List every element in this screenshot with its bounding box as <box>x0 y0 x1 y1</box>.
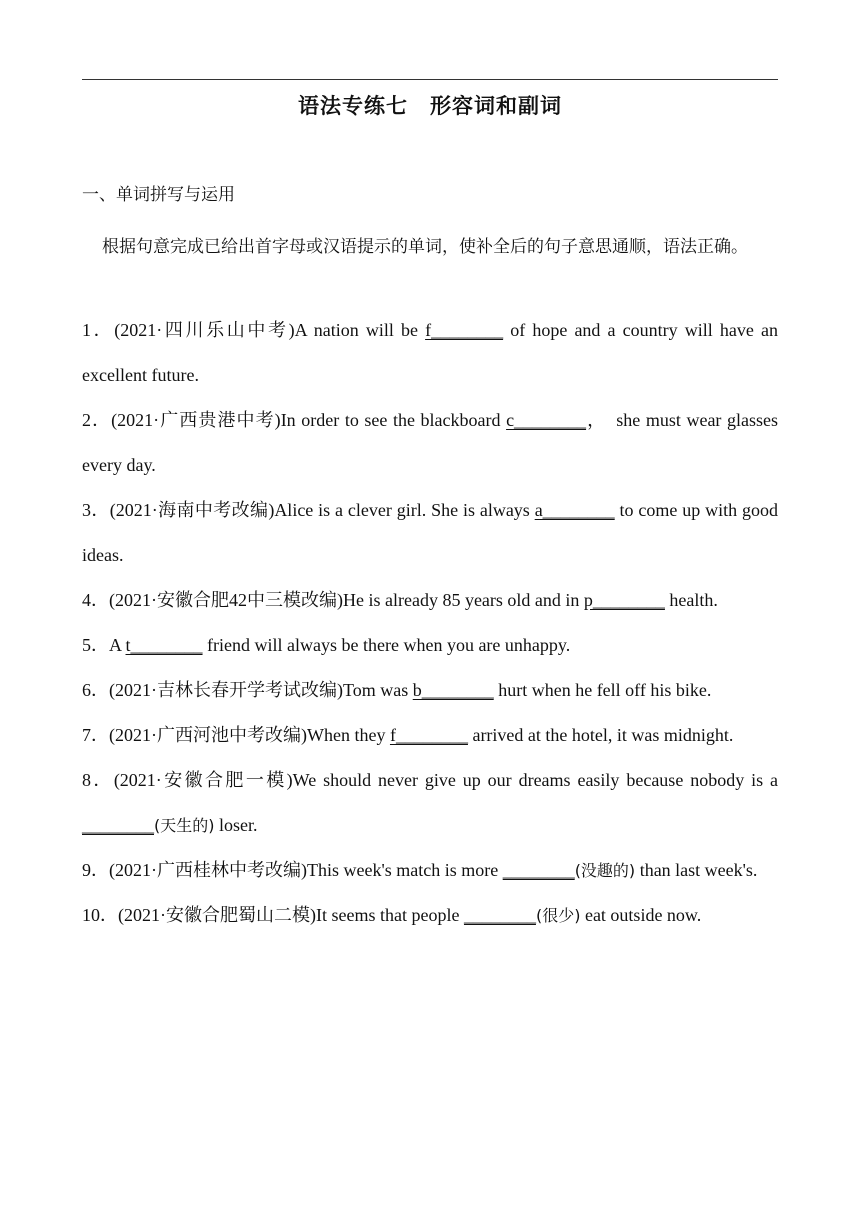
answer-blank[interactable]: ________ <box>463 905 536 925</box>
question-text-before: We should never give up our dreams easily because nobody is a <box>292 770 779 790</box>
answer-blank[interactable]: a________ <box>534 500 615 520</box>
section-heading: 一、单词拼写与运用 <box>82 185 235 205</box>
question-number: 1． <box>82 320 115 340</box>
question-item <box>82 398 778 488</box>
question-text-after: loser. <box>214 815 258 835</box>
question-number: 9． <box>82 860 109 880</box>
question-text-before: A <box>109 635 126 655</box>
question-text-after: friend will always be there when you are unhappy. <box>202 635 571 655</box>
question-text-before: It seems that people <box>315 905 464 925</box>
question-source: (2021·四川乐山中考) <box>114 320 295 340</box>
question-source: (2021·安徽合肥42中三模改编) <box>109 590 343 610</box>
question-number: 10． <box>82 905 118 925</box>
answer-blank[interactable]: f________ <box>425 320 504 340</box>
answer-blank[interactable]: ________ <box>502 860 575 880</box>
question-item <box>82 623 778 668</box>
question-text-before: He is already 85 years old and in <box>342 590 584 610</box>
question-text-after: hurt when he fell off his bike. <box>493 680 712 700</box>
question-text-after: of hope and a country will have an excellent future. <box>82 320 778 385</box>
answer-blank[interactable]: b________ <box>412 680 494 700</box>
question-number: 6． <box>82 680 109 700</box>
question-number: 3． <box>82 500 110 520</box>
question-number: 4． <box>82 590 109 610</box>
question-number: 5． <box>82 635 109 655</box>
answer-blank[interactable]: ________ <box>82 815 154 835</box>
chinese-hint: (没趣的) <box>574 861 636 880</box>
question-item <box>82 893 778 938</box>
question-text-after: eat outside now. <box>580 905 702 925</box>
question-text-before: Tom was <box>342 680 413 700</box>
chinese-hint: (天生的) <box>154 816 215 835</box>
question-source: (2021·广西河池中考改编) <box>109 725 307 745</box>
question-item <box>82 848 778 893</box>
question-source: (2021·广西桂林中考改编) <box>109 860 307 880</box>
question-number: 7． <box>82 725 109 745</box>
question-text-after: health. <box>664 590 718 610</box>
question-item <box>82 758 778 848</box>
question-number: 2． <box>82 410 112 430</box>
chinese-hint: (很少) <box>535 906 581 925</box>
question-text-after: than last week's. <box>635 860 758 880</box>
question-text-after: arrived at the hotel, it was midnight. <box>467 725 734 745</box>
question-text-after: ， she must wear glasses every day. <box>82 410 778 475</box>
page-title: 语法专练七 形容词和副词 <box>298 94 562 118</box>
question-source: (2021·广西贵港中考) <box>111 410 281 430</box>
question-text-before: A nation will be <box>294 320 426 340</box>
question-item <box>82 308 778 398</box>
question-item <box>82 578 778 623</box>
question-source: (2021·吉林长春开学考试改编) <box>109 680 343 700</box>
question-text-before: This week's match is more <box>306 860 503 880</box>
question-source: (2021·安徽合肥蜀山二模) <box>118 905 316 925</box>
question-number: 8． <box>82 770 114 790</box>
question-text-before: Alice is a clever girl. She is always <box>274 500 535 520</box>
answer-blank[interactable]: t________ <box>125 635 203 655</box>
question-text-before: In order to see the blackboard <box>280 410 507 430</box>
question-text-after: to come up with good ideas. <box>82 500 779 565</box>
question-item <box>82 668 778 713</box>
question-source: (2021·海南中考改编) <box>109 500 275 520</box>
question-source: (2021·安徽合肥一模) <box>113 770 293 790</box>
answer-blank[interactable]: p________ <box>583 590 665 610</box>
question-list <box>82 308 778 938</box>
question-text-before: When they <box>306 725 390 745</box>
question-item <box>82 488 778 578</box>
answer-blank[interactable]: c________ <box>506 410 587 430</box>
header-rule <box>82 79 778 80</box>
question-item <box>82 713 778 758</box>
answer-blank[interactable]: f________ <box>389 725 468 745</box>
instructions: 根据句意完成已给出首字母或汉语提示的单词，使补全后的句子意思通顺，语法正确。 <box>102 237 748 257</box>
